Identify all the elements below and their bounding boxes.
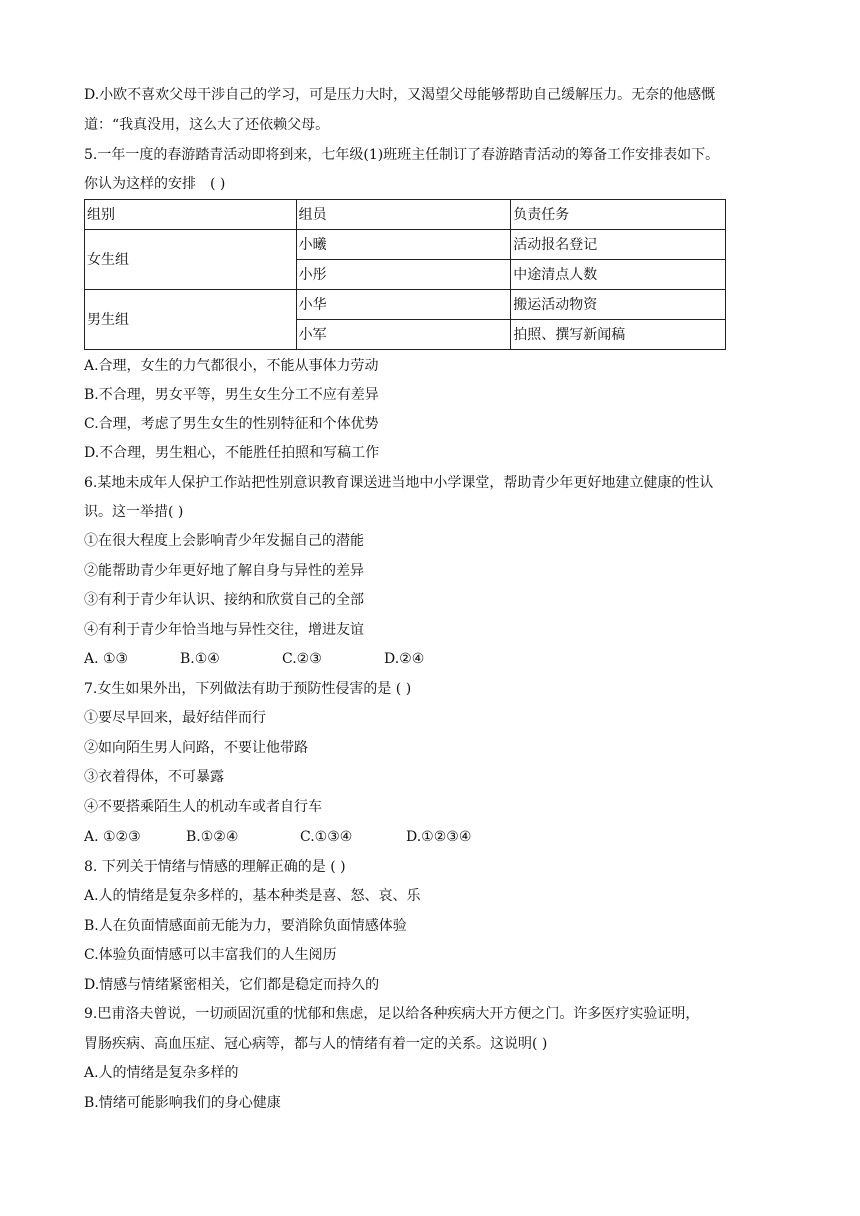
table-row <box>85 230 726 260</box>
member-cell: 小曦 <box>296 230 511 260</box>
q4-option-d-line1: D.小欧不喜欢父母干涉自己的学习，可是压力大时，又渴望父母能够帮助自己缓解压力。无奈的他感慨 <box>84 87 716 103</box>
member-cell: 小华 <box>296 290 511 320</box>
q9-stem-line1: 9.巴甫洛夫曾说，一切顽固沉重的忧郁和焦虑，足以给各种疾病大开方便之门。许多医疗实验证明， <box>84 1006 700 1022</box>
q7-choice-d: D.①②③④ <box>406 829 472 845</box>
q7-choice-b: B.①②④ <box>186 829 239 845</box>
task-cell: 活动报名登记 <box>511 230 726 260</box>
q5-option-d: D.不合理，男生粗心，不能胜任拍照和写稿工作 <box>84 445 380 461</box>
q6-stem-line1: 6.某地未成年人保护工作站把性别意识教育课送进当地中小学课堂，帮助青少年更好地建立健康的性认 <box>84 475 714 491</box>
group-name-cell: 女生组 <box>85 230 297 290</box>
q6-statement-4: ④有利于青少年恰当地与异性交往，增进友谊 <box>84 622 364 638</box>
q7-choice-c: C.①③④ <box>300 829 353 845</box>
q6-statement-3: ③有利于青少年认识、接纳和欣赏自己的全部 <box>84 592 364 608</box>
q6-choice-b: B.①④ <box>180 651 220 667</box>
q6-stem-line2: 识。这一举措( ) <box>84 504 184 520</box>
table-header-cell: 组员 <box>296 200 511 230</box>
q8-option-a: A.人的情绪是复杂多样的，基本种类是喜、怒、哀、乐 <box>84 888 421 904</box>
q6-statement-2: ②能帮助青少年更好地了解自身与异性的差异 <box>84 563 364 579</box>
q5-option-a: A.合理，女生的力气都很小，不能从事体力劳动 <box>84 358 379 374</box>
task-cell: 中途清点人数 <box>511 260 726 290</box>
q7-statement-2: ②如向陌生男人问路，不要让他带路 <box>84 740 308 756</box>
group-name-cell: 男生组 <box>85 290 297 350</box>
q8-stem: 8. 下列关于情绪与情感的理解正确的是 ( ) <box>84 859 346 875</box>
q7-statement-1: ①要尽早回来，最好结伴而行 <box>84 710 266 726</box>
q7-statement-4: ④不要搭乘陌生人的机动车或者自行车 <box>84 799 322 815</box>
member-cell: 小军 <box>296 320 511 350</box>
member-cell: 小彤 <box>296 260 511 290</box>
q6-choice-c: C.②③ <box>282 651 322 667</box>
q6-statement-1: ①在很大程度上会影响青少年发掘自己的潜能 <box>84 533 364 549</box>
q6-choice-d: D.②④ <box>384 651 425 667</box>
q5-stem-line1: 5.一年一度的春游踏青活动即将到来，七年级(1)班班主任制订了春游踏青活动的筹备工作安排表如下。 <box>84 147 720 163</box>
q6-choices <box>84 649 424 669</box>
q4-option-d-line2: 道：“我真没用，这么大了还依赖父母。 <box>84 117 330 133</box>
table-header-row <box>85 200 726 230</box>
task-cell: 搬运活动物资 <box>511 290 726 320</box>
task-cell: 拍照、撰写新闻稿 <box>511 320 726 350</box>
q9-option-a: A.人的情绪是复杂多样的 <box>84 1065 239 1081</box>
q8-option-b: B.人在负面情感面前无能为力，要消除负面情感体验 <box>84 918 407 934</box>
q9-option-b: B.情绪可能影响我们的身心健康 <box>84 1095 281 1111</box>
table-row <box>85 290 726 320</box>
q7-choices <box>84 827 471 847</box>
q7-stem: 7.女生如果外出，下列做法有助于预防性侵害的是 ( ) <box>84 681 412 697</box>
q7-choice-a: A. ①②③ <box>84 829 141 845</box>
q8-option-c: C.体验负面情感可以丰富我们的人生阅历 <box>84 947 337 963</box>
q7-statement-3: ③衣着得体，不可暴露 <box>84 769 224 785</box>
q5-option-c: C.合理，考虑了男生女生的性别特征和个体优势 <box>84 416 379 432</box>
table-header-cell: 组别 <box>85 200 297 230</box>
q8-option-d: D.情感与情绪紧密相关，它们都是稳定而持久的 <box>84 977 380 993</box>
q5-option-b: B.不合理，男女平等，男生女生分工不应有差异 <box>84 387 379 403</box>
q5-stem-line2: 你认为这样的安排 ( ) <box>84 176 226 192</box>
table-header-cell: 负责任务 <box>511 200 726 230</box>
q5-arrangement-table <box>84 199 726 350</box>
q9-stem-line2: 胃肠疾病、高血压症、冠心病等，都与人的情绪有着一定的关系。这说明( ) <box>84 1036 548 1052</box>
q6-choice-a: A. ①③ <box>84 651 129 667</box>
